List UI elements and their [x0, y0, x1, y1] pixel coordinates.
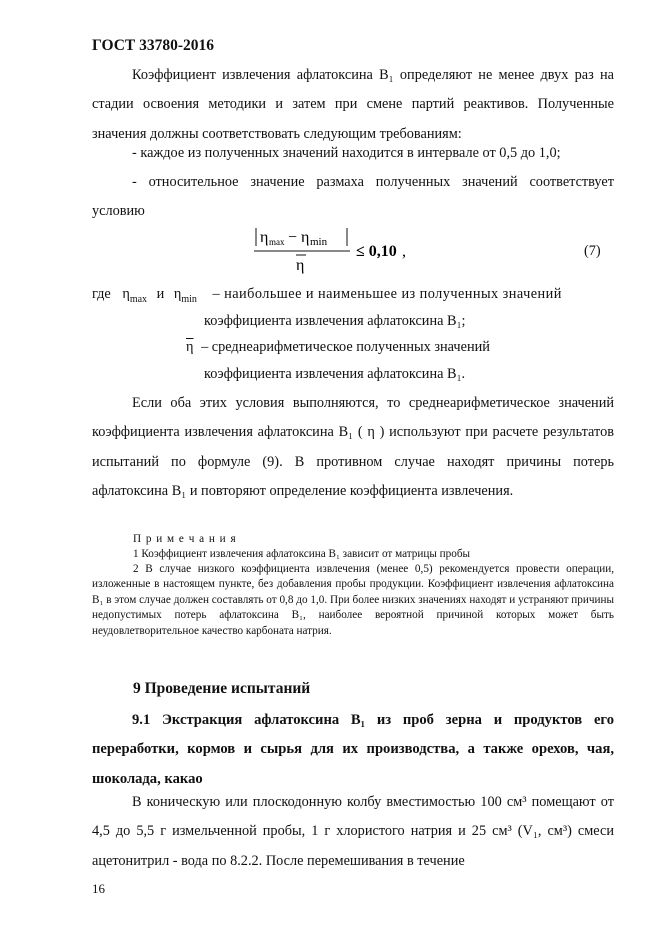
where-clause-line3: $\overline{\eta}$ – среднеарифметическое полученных значений — [186, 339, 490, 355]
minus-sign: − — [288, 229, 298, 246]
eta-mean-symbol: η — [296, 257, 305, 274]
where-clause-line2: коэффициента извлечения афлатоксина В₁; — [204, 313, 466, 329]
min-subscript: min — [310, 236, 328, 248]
paragraph-extraction: В коническую или плоскодонную колбу вместимостью 100 см³ помещают от 4,5 до 5,5 г измельченной пробы, 1 г хлористого натрия и 25 см³ (V₁, см³) смеси ацетонитрил - вода по 8.2.2. После перемешивания в течение — [92, 794, 614, 869]
requirement-item-2: - относительное значение размаха полученных значений соответствует условию — [92, 174, 614, 220]
where-clause-line4: коэффициента извлечения афлатоксина В₁. — [204, 366, 466, 382]
eta-min-inline: $\eta_{min}$ — [173, 286, 197, 305]
eta-max-symbol: η — [260, 229, 269, 246]
eta-min-symbol: η — [301, 229, 310, 246]
where-definition-1: – наибольшее и наименьшее из полученных значений — [212, 286, 562, 302]
document-header: ГОСТ 33780-2016 — [92, 37, 215, 54]
and-word: и — [156, 286, 165, 302]
paragraph-recovery-intro: Коэффициент извлечения афлатоксина В₁ определяют не менее двух раз на стадии освоения методики и затем при смене партий реактивов. Полученные значения должны соответствовать следующим требованиям: — [92, 67, 614, 142]
eta-max-inline: $\eta_{max}$ — [122, 286, 148, 305]
formula-number: (7) — [584, 243, 601, 259]
notes-title: П р и м е ч а н и я — [133, 533, 237, 545]
note-1: 1 Коэффициент извлечения афлатоксина В₁ зависит от матрицы пробы — [133, 548, 471, 560]
paragraph-conditions: Если оба этих условия выполняются, то среднеарифметическое значений коэффициента извлечения афлатоксина В₁ ( η ) используют при расчете результатов испытаний по формуле (9). В противном случае находят причины потерь афлатоксина В₁ и повторяют определение коэффициента извлечения. — [92, 395, 614, 499]
where-clause-line1 — [92, 286, 614, 305]
page-number: 16 — [92, 881, 105, 896]
subsection-heading: 9.1 Экстракция афлатоксина В₁ из проб зерна и продуктов его переработки, кормов и сырья для их производства, а также орехов, чая, шоколада, какао — [92, 712, 614, 787]
max-subscript: max — [269, 237, 285, 247]
formula-graphic — [252, 222, 432, 282]
formula-comma: , — [402, 243, 406, 260]
requirement-item-1: - каждое из полученных значений находится в интервале от 0,5 до 1,0; — [132, 145, 561, 161]
where-lead: где — [92, 286, 111, 302]
formula-7 — [252, 222, 432, 282]
note-2: 2 В случае низкого коэффициента извлечения (менее 0,5) рекомендуется провести операции, изложенные в настоящем пункте, без добавления пробы продукции. Коэффициент извлечения афлатоксина В₁ в этом случае должен составлять от 0,8 до 1,0. При более низких значениях находят и устраняют причины недопустимых потерь афлатоксина В₁, наиболее вероятной причиной которых может быть неудовлетворительное качество карбоната натрия. — [92, 563, 614, 637]
section-heading: 9 Проведение испытаний — [133, 680, 311, 697]
eta-mean-inline: $\overline{\eta}$ — [186, 339, 194, 355]
inequality-rhs: ≤ 0,10 — [356, 243, 397, 260]
